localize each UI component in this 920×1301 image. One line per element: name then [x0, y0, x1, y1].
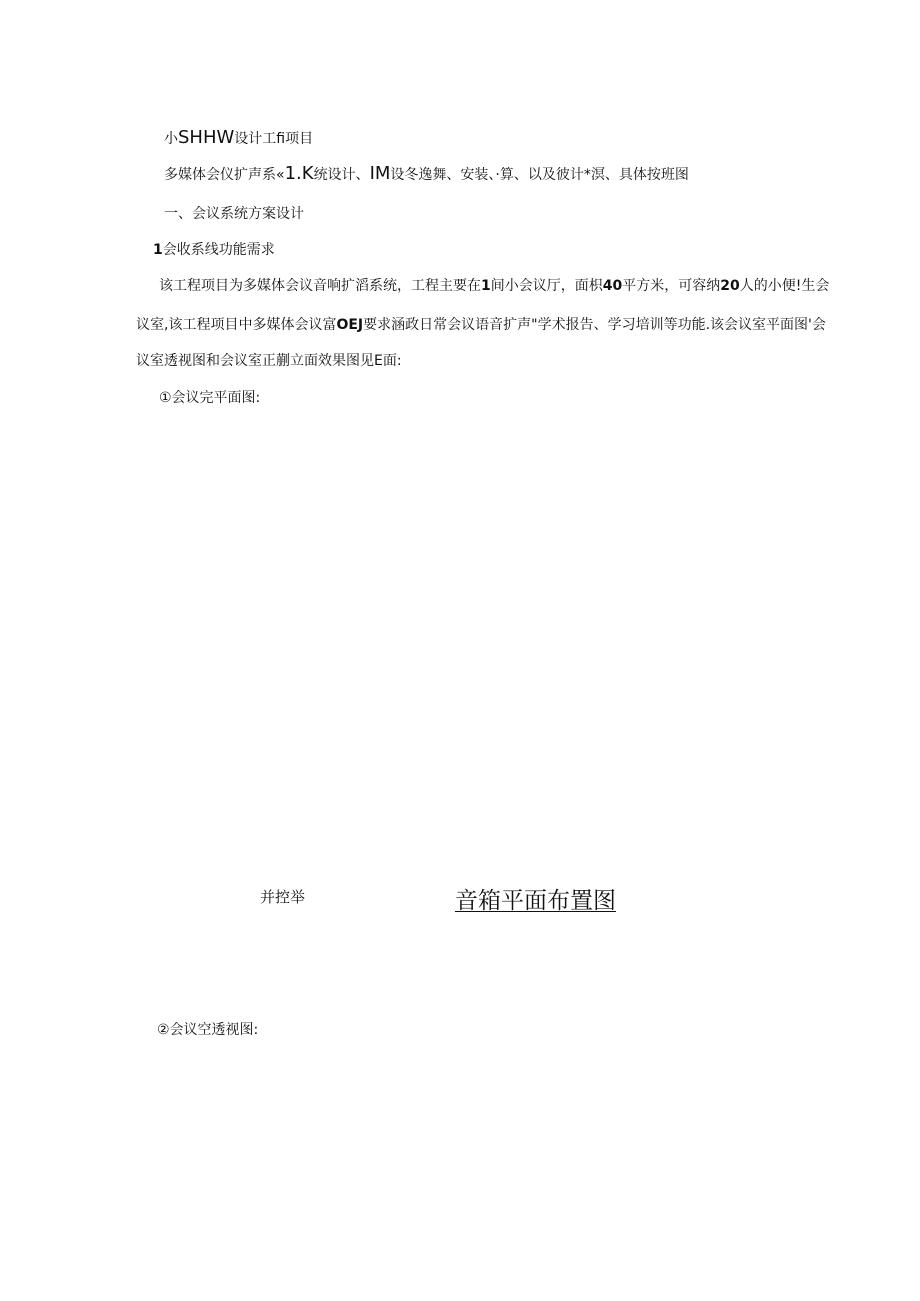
subtitle-line: [164, 165, 689, 184]
subtitle-part-e: 设冬逸舞、安装、·算、以及彼计*溟、具体按班图: [390, 167, 689, 183]
para1-part-g: 人的小便!生会: [739, 278, 830, 294]
sub-heading-number: 1: [153, 242, 163, 258]
paragraph-line-3: 议室透视图和会议室正蒯立面效果图见E面:: [136, 353, 402, 369]
figure2-area: [136, 1050, 786, 1280]
subtitle-part-d: IM: [369, 163, 391, 184]
para1-part-f: 20: [720, 278, 740, 294]
para2-part-a: 议室,该工程项目中多媒体会议富: [136, 317, 337, 333]
title-prefix: 小: [164, 131, 178, 147]
paragraph-line-1: [159, 277, 829, 295]
figure1-area: [136, 420, 786, 860]
para1-part-c: 间小会议厅，面枳: [490, 278, 603, 294]
subtitle-part-b: 1.K: [284, 163, 314, 184]
para1-part-e: 平方米，可容纳: [622, 278, 721, 294]
section-heading: 一、会议系统方案设计: [164, 206, 304, 222]
figure2-label: ②会议空透视图:: [157, 1022, 259, 1038]
para1-part-d: 40: [602, 278, 623, 294]
para2-part-c: 要求涵政日常会议语音扩声"学术报告、学习培训等功能.该会议室平面图'会: [363, 317, 826, 333]
para2-part-b: OEJ: [336, 317, 364, 333]
paragraph-line-2: [136, 316, 826, 334]
title-big: SHHW: [178, 127, 235, 148]
title-suffix: 设计工fi项目: [234, 131, 314, 147]
subtitle-part-c: 统设计、: [313, 167, 370, 183]
title-line: [164, 129, 313, 148]
figure1-label: ①会议完平面图:: [159, 390, 261, 406]
sub-heading: [153, 241, 275, 259]
para1-part-a: 该工程项目为多媒体会议音响扩滔系统，工程主要在: [159, 278, 481, 294]
figure1-caption-left: 并控举: [260, 888, 306, 906]
para1-part-b: 1: [481, 278, 491, 294]
subtitle-part-a: 多媒体会仪扩声系«: [164, 167, 285, 183]
figure1-caption-right: 音箱平面布置图: [455, 888, 616, 914]
sub-heading-text: 会收系线功能需求: [162, 242, 275, 258]
